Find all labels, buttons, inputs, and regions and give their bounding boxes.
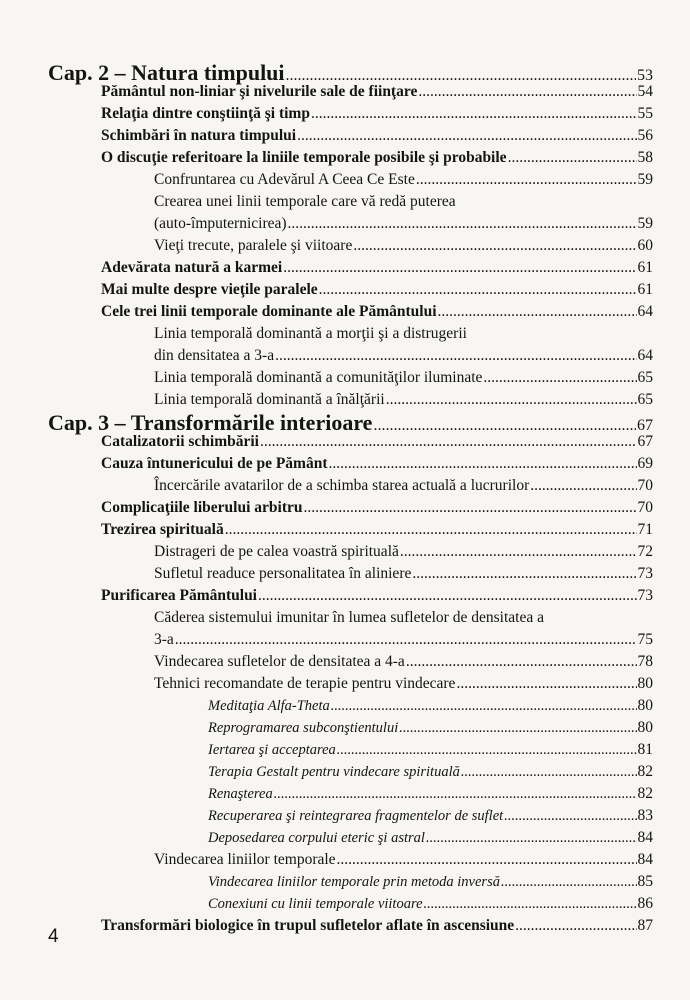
leader-dots (461, 764, 637, 781)
toc-entry-title: Renaşterea (208, 786, 273, 802)
toc-entry-page: 55 (637, 105, 653, 122)
toc-entry (154, 391, 653, 409)
toc-entry (154, 631, 653, 649)
toc-entry-title: Adevărata natură a karmei (101, 259, 283, 276)
toc-entry-page: 59 (637, 171, 653, 188)
leader-dots (337, 851, 637, 869)
toc-entry-page: 61 (637, 281, 653, 298)
toc-entry (208, 895, 653, 913)
toc-entry-page: 64 (637, 347, 653, 364)
toc-entry-page: 73 (637, 587, 653, 604)
leader-dots (412, 565, 636, 583)
toc-entry (101, 455, 653, 473)
toc-entry-page: 80 (637, 719, 653, 736)
toc-entry-title: Tehnici recomandate de terapie pentru vindecare (154, 675, 456, 692)
toc-entry-title: Schimbări în natura timpului (101, 127, 297, 144)
leader-dots (400, 543, 637, 561)
leader-dots (175, 631, 637, 649)
toc-entry-page: 83 (637, 807, 653, 824)
toc-entry (208, 873, 653, 891)
toc-entry-title: Relaţia dintre conştiinţă şi timp (101, 105, 310, 122)
toc-entry-page: 71 (637, 521, 653, 538)
toc-entry-title: Cauza întunericului de pe Pământ (101, 455, 328, 472)
leader-dots (515, 917, 636, 935)
leader-dots (416, 171, 637, 189)
toc-entry (101, 303, 653, 321)
toc-entry (208, 719, 653, 737)
toc-entry (101, 259, 653, 277)
leader-dots (353, 237, 636, 255)
toc-entry (154, 565, 653, 583)
toc-entry-title: Linia temporală dominantă a înălţării (154, 391, 385, 408)
toc-entry-title: Vindecarea sufletelor de densitatea a 4-a (154, 653, 405, 670)
toc-entry-title: Cap. 3 – Transformările interioare (48, 410, 373, 435)
toc-entry (101, 83, 653, 101)
toc-entry-title: Complicaţiile liberului arbitru (101, 499, 303, 516)
toc-entry-title: Meditaţia Alfa-Theta (208, 698, 330, 714)
leader-dots (399, 720, 636, 737)
toc-entry-page: 81 (637, 741, 653, 758)
toc-entry-page: 85 (637, 873, 653, 890)
toc-entry (208, 763, 653, 781)
toc-entry (154, 675, 653, 693)
toc-entry-page: 54 (637, 83, 653, 100)
toc-entry (101, 433, 653, 451)
leader-dots (304, 499, 637, 517)
toc-entry-page: 72 (637, 543, 653, 560)
leader-dots (530, 477, 636, 495)
leader-dots (297, 127, 636, 145)
leader-dots (258, 587, 637, 605)
leader-dots (288, 215, 637, 233)
toc-entry-page: 80 (637, 675, 653, 692)
toc-entry-title: Crearea unei linii temporale care vă redă puterea (154, 193, 456, 210)
leader-dots (426, 830, 637, 847)
toc-entry-title: Încercările avatarilor de a schimba starea actuală a lucrurilor (154, 477, 530, 494)
toc-entry-title: Deposedarea corpului eteric şi astral (208, 830, 425, 846)
toc-entry-page: 58 (637, 149, 653, 166)
toc-entry-title: Căderea sistemului imunitar în lumea sufletelor de densitatea a (154, 609, 544, 626)
toc-entry (208, 807, 653, 825)
toc-entry-title: Iertarea şi acceptarea (208, 742, 336, 758)
toc-entry (101, 105, 653, 123)
leader-dots (274, 786, 637, 803)
toc-entry-page: 59 (637, 215, 653, 232)
toc-entry-title: O discuţie referitoare la liniile temporale posibile şi probabile (101, 149, 507, 166)
leader-dots (504, 808, 636, 825)
leader-dots (275, 347, 636, 365)
toc-entry-page: 84 (637, 851, 653, 868)
toc-entry-title: Recuperarea şi reintegrarea fragmentelor de suflet (208, 808, 504, 824)
toc-entry (154, 851, 653, 869)
toc-entry (154, 477, 653, 495)
toc-entry (101, 281, 653, 299)
toc-entry-page: 87 (637, 917, 653, 934)
toc-entry (208, 829, 653, 847)
toc-entry (154, 171, 653, 189)
toc-entry-title: Cap. 2 – Natura timpului (48, 60, 285, 85)
toc-entry-page: 82 (637, 785, 653, 802)
leader-dots (406, 653, 637, 671)
toc-entry-page: 64 (637, 303, 653, 320)
toc-entry (208, 741, 653, 759)
toc-entry (101, 149, 653, 167)
toc-entry (154, 369, 653, 387)
toc-entry-page: 67 (637, 433, 653, 450)
leader-dots (424, 896, 637, 913)
toc-entry-page: 78 (637, 653, 653, 670)
toc-entry-title: Pământul non-liniar şi nivelurile sale de fiinţare (101, 83, 418, 100)
toc-entry-title: Linia temporală dominantă a comunităţilor iluminate (154, 369, 483, 386)
leader-dots (311, 105, 637, 123)
toc-entry-title: Vieţi trecute, paralele şi viitoare (154, 237, 353, 254)
leader-dots (319, 281, 637, 299)
toc-entry-page: 60 (637, 237, 653, 254)
toc-entry-page: 70 (637, 477, 653, 494)
toc-entry (154, 215, 653, 233)
toc-entry (101, 917, 653, 935)
toc-entry-page: 53 (637, 67, 653, 84)
toc-entry (101, 499, 653, 517)
toc-entry-title: Purificarea Pământului (101, 587, 257, 604)
leader-dots (328, 455, 636, 473)
toc-entry-title: Catalizatorii schimbării (101, 433, 259, 450)
toc-entry-title: Vindecarea liniilor temporale (154, 851, 336, 868)
toc-entry-title: Linia temporală dominantă a morţii şi a distrugerii (154, 325, 467, 342)
leader-dots (260, 433, 637, 451)
toc-entry-title: 3-a (154, 631, 174, 648)
toc-entry-page: 67 (637, 417, 653, 434)
toc-entry-title: Sufletul readuce personalitatea în aliniere (154, 565, 412, 582)
leader-dots (508, 149, 637, 167)
toc-entry-title: Mai multe despre vieţile paralele (101, 281, 318, 298)
toc-entry (101, 521, 653, 539)
leader-dots (418, 83, 636, 101)
toc-entry-page: 75 (637, 631, 653, 648)
toc-entry-page: 73 (637, 565, 653, 582)
toc-entry-page: 84 (637, 829, 653, 846)
toc-entry-title: Reprogramarea subconştientului (208, 720, 399, 736)
toc-entry-title: Cele trei linii temporale dominante ale Pământului (101, 303, 437, 320)
toc-entry-page: 56 (637, 127, 653, 144)
toc-entry (208, 785, 653, 803)
leader-dots (225, 521, 637, 539)
toc-entry (154, 543, 653, 561)
toc-entry-title: (auto-împuternicirea) (154, 215, 287, 232)
toc-entry-page: 86 (637, 895, 653, 912)
toc-entry (101, 587, 653, 605)
toc-entry-title: Confruntarea cu Adevărul A Ceea Ce Este (154, 171, 415, 188)
toc-entry-title: Trezirea spirituală (101, 521, 224, 538)
toc-entry-page: 82 (637, 763, 653, 780)
toc-entry-title: din densitatea a 3-a (154, 347, 275, 364)
toc-entry-page: 61 (637, 259, 653, 276)
toc-entry-page: 65 (637, 391, 653, 408)
leader-dots (337, 742, 637, 759)
leader-dots (483, 369, 636, 387)
toc-entry-page: 80 (637, 697, 653, 714)
toc-entry-page: 69 (637, 455, 653, 472)
toc-entry (208, 697, 653, 715)
toc-entry-title: Terapia Gestalt pentru vindecare spirituală (208, 764, 460, 780)
leader-dots (438, 303, 637, 321)
toc-entry (154, 237, 653, 255)
toc-entry-title: Vindecarea liniilor temporale prin metoda inversă (208, 874, 500, 890)
toc-entry (154, 347, 653, 365)
toc-entry (154, 653, 653, 671)
toc-entry-page: 70 (637, 499, 653, 516)
page-number: 4 (48, 926, 59, 947)
leader-dots (456, 675, 636, 693)
leader-dots (386, 391, 637, 409)
leader-dots (283, 259, 636, 277)
toc-entry-title: Distrageri de pe calea voastră spirituală (154, 543, 399, 560)
toc-entry-title: Transformări biologice în trupul sufletelor aflate în ascensiune (101, 917, 515, 934)
toc-entry (101, 127, 653, 145)
toc-entry-page: 65 (637, 369, 653, 386)
toc-entry-title: Conexiuni cu linii temporale viitoare (208, 896, 423, 912)
leader-dots (331, 698, 637, 715)
leader-dots (501, 874, 637, 891)
